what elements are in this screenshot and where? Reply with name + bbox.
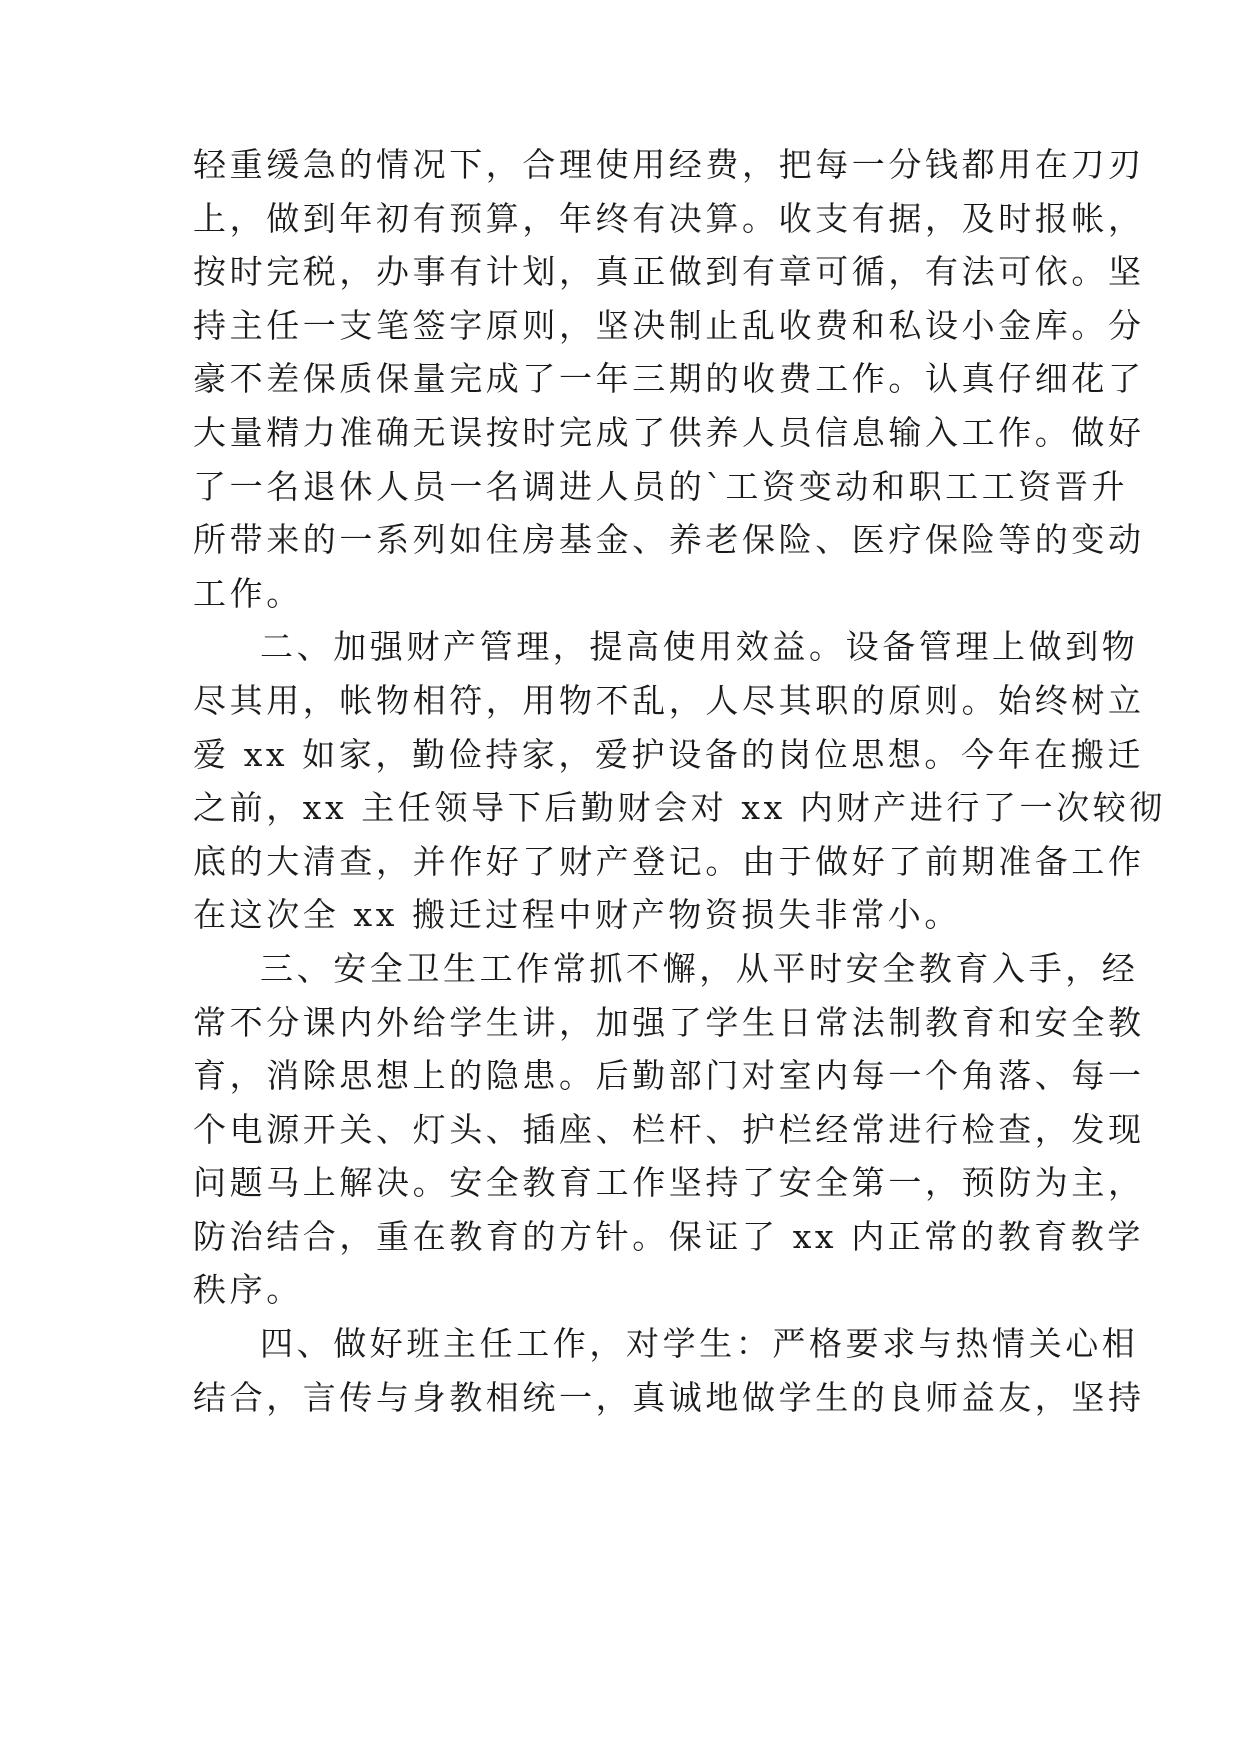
- text-line: 大量精力准确无误按时完成了供养人员信息输入工作。做好: [193, 412, 1145, 452]
- text-line: 结合，言传与身教相统一，真诚地做学生的良师益友，坚持: [193, 1377, 1145, 1417]
- text-line: 所带来的一系列如住房基金、养老保险、医疗保险等的变动: [193, 520, 1145, 560]
- paragraph-start-line: 四、做好班主任工作，对学生：严格要求与热情关心相: [260, 1324, 1139, 1364]
- text-line: 底的大清查，并作好了财产登记。由于做好了前期准备工作: [193, 841, 1145, 881]
- text-line: 常不分课内外给学生讲，加强了学生日常法制教育和安全教: [193, 1002, 1145, 1042]
- text-line: 之前，xx 主任领导下后勤财会对 xx 内财产进行了一次较彻: [193, 788, 1166, 828]
- text-line: 按时完税，办事有计划，真正做到有章可循，有法可依。坚: [193, 252, 1145, 292]
- text-line: 爱 xx 如家，勤俭持家，爱护设备的岗位思想。今年在搬迁: [193, 734, 1145, 774]
- body-text: [193, 138, 1166, 1424]
- text-line: 工作。: [193, 573, 303, 613]
- text-line: 尽其用，帐物相符，用物不乱，人尽其职的原则。始终树立: [193, 680, 1145, 720]
- text-line: 个电源开关、灯头、插座、栏杆、护栏经常进行检查，发现: [193, 1109, 1145, 1149]
- text-line: 问题马上解决。安全教育工作坚持了安全第一，预防为主，: [193, 1163, 1145, 1203]
- paragraph-start-line: 二、加强财产管理，提高使用效益。设备管理上做到物: [260, 627, 1139, 667]
- text-line: 持主任一支笔签字原则，坚决制止乱收费和私设小金库。分: [193, 305, 1145, 345]
- text-line: 轻重缓急的情况下，合理使用经费，把每一分钱都用在刀刃: [193, 145, 1145, 184]
- text-line: 育，消除思想上的隐患。后勤部门对室内每一个角落、每一: [193, 1056, 1145, 1096]
- text-line: 了一名退休人员一名调进人员的`工资变动和职工工资晋升: [193, 466, 1129, 506]
- text-line: 在这次全 xx 搬迁过程中财产物资损失非常小。: [193, 895, 962, 935]
- text-line: 上，做到年初有预算，年终有决算。收支有据，及时报帐，: [193, 198, 1145, 238]
- text-line: 防治结合，重在教育的方针。保证了 xx 内正常的教育教学: [193, 1216, 1145, 1256]
- text-line: 豪不差保质保量完成了一年三期的收费工作。认真仔细花了: [193, 359, 1145, 399]
- text-line: 秩序。: [193, 1270, 303, 1310]
- paragraph-start-line: 三、安全卫生工作常抓不懈，从平时安全教育入手，经: [260, 948, 1139, 988]
